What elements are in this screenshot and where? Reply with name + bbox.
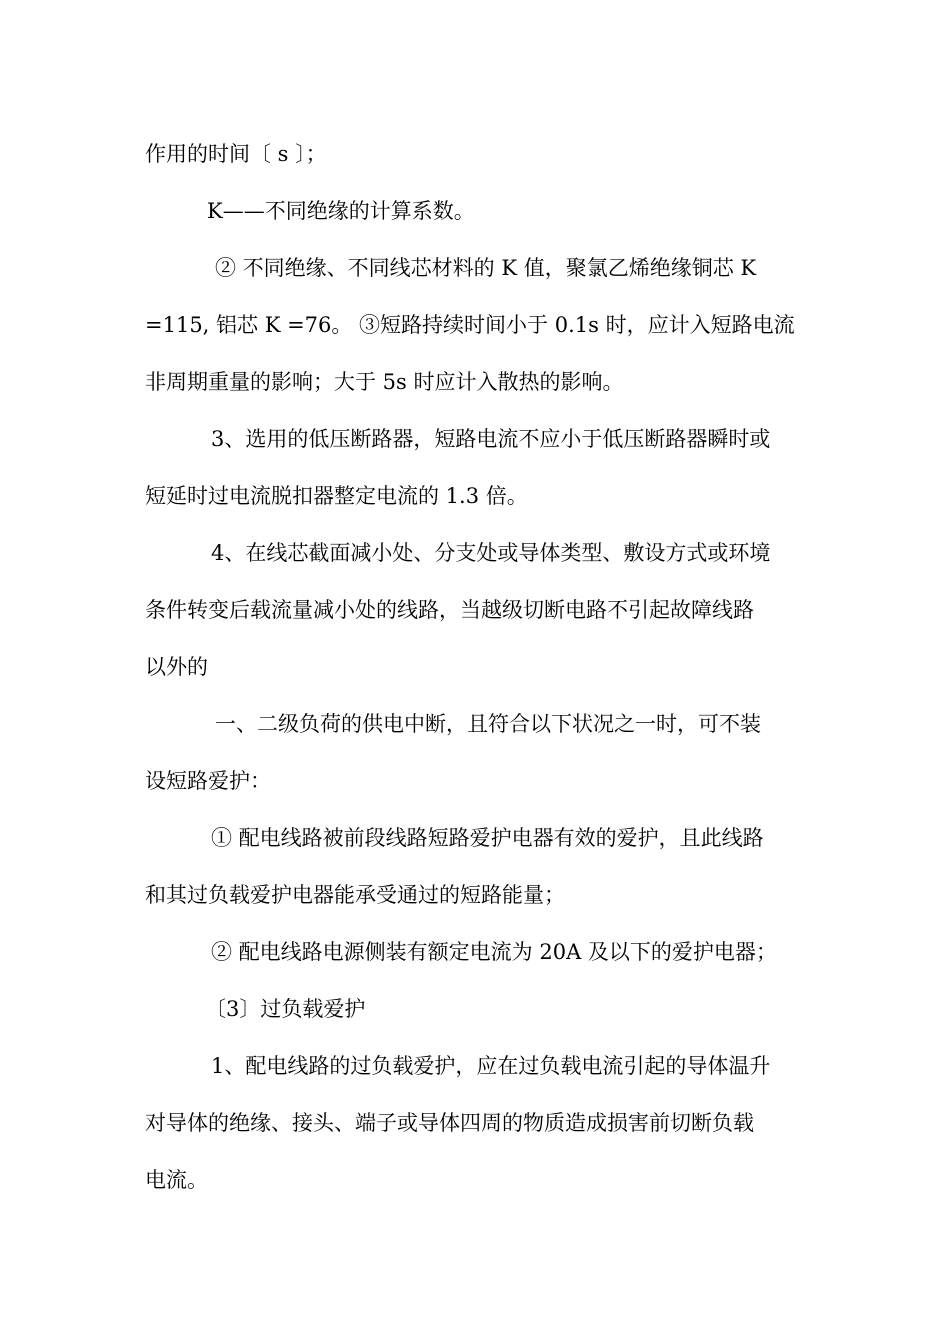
- text-line: 作用的时间〔 s 〕；: [145, 142, 327, 166]
- text-line: 3、选用的低压断路器，短路电流不应小于低压断路器瞬时或: [211, 427, 771, 451]
- text-line: 1、配电线路的过负载爱护，应在过负载电流引起的导体温升: [211, 1054, 771, 1078]
- text-line: 和其过负载爱护电器能承受通过的短路能量；: [145, 883, 565, 907]
- text-line: ② 配电线路电源侧装有额定电流为 20A 及以下的爱护电器；: [211, 940, 777, 964]
- text-line: ② 不同绝缘、不同线芯材料的 K 值，聚氯乙烯绝缘铜芯 K: [215, 256, 757, 280]
- text-line: 设短路爱护：: [145, 769, 271, 793]
- text-line: K——不同绝缘的计算系数。: [207, 199, 475, 223]
- text-line: ① 配电线路被前段线路短路爱护电器有效的爱护，且此线路: [211, 826, 764, 850]
- text-line: 一、二级负荷的供电中断，且符合以下状况之一时，可不装: [215, 712, 761, 736]
- text-line: 条件转变后载流量减小处的线路，当越级切断电路不引起故障线路: [145, 598, 754, 622]
- text-line: 对导体的绝缘、接头、端子或导体四周的物质造成损害前切断负载: [145, 1111, 754, 1135]
- text-line: 电流。: [145, 1168, 208, 1192]
- text-line: =115, 铝芯 K =76。 ③短路持续时间小于 0.1s 时，应计入短路电流: [145, 313, 795, 337]
- text-line: 〔3〕过负载爱护: [205, 997, 366, 1021]
- text-line: 以外的: [145, 655, 208, 679]
- text-line: 短延时过电流脱扣器整定电流的 1.3 倍。: [145, 484, 528, 508]
- text-line: 4、在线芯截面减小处、分支处或导体类型、敷设方式或环境: [211, 541, 771, 565]
- text-line: 非周期重量的影响；大于 5s 时应计入散热的影响。: [145, 370, 624, 394]
